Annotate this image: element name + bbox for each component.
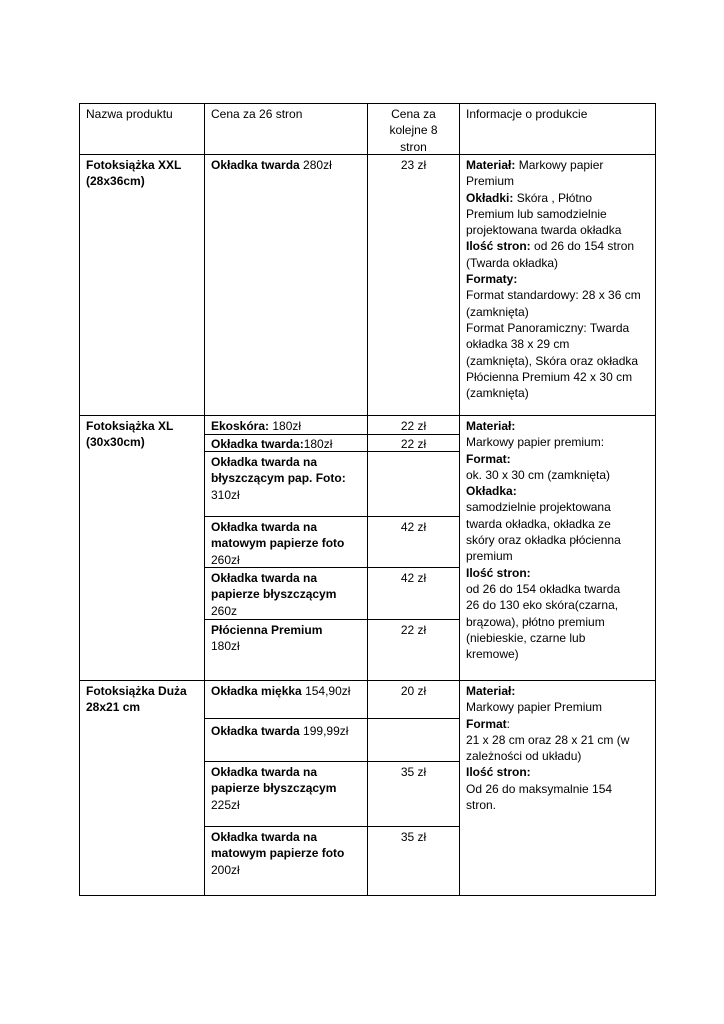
info-line-text: Płócienna Premium 42 x 30 cm bbox=[466, 369, 633, 384]
extra-xl-5: 22 zł bbox=[400, 623, 427, 637]
price-line-bold: papierze błyszczącym bbox=[211, 781, 337, 796]
extra-duza-3: 35 zł bbox=[400, 830, 427, 844]
info-line bbox=[466, 732, 629, 748]
info-line-text: (zamknięta), Skóra oraz okładka bbox=[466, 353, 639, 368]
info-line-bold: Ilość stron: bbox=[466, 565, 531, 580]
price-line-text: 180zł bbox=[303, 437, 333, 451]
price-line-bold: papierze błyszczącym bbox=[211, 587, 337, 602]
info-line bbox=[466, 271, 641, 287]
subrow-divider bbox=[204, 619, 459, 620]
extra-duza-0: 20 zł bbox=[400, 684, 427, 698]
info-line bbox=[466, 353, 641, 369]
price-line bbox=[211, 519, 344, 535]
info-line-text: Format Panoramiczny: Twarda bbox=[466, 320, 630, 335]
info-line-text: od 26 do 154 okładka twarda bbox=[466, 581, 621, 596]
price-xxl: Okładka twarda 280zł bbox=[211, 158, 332, 172]
info-line-bold: Formaty: bbox=[466, 272, 518, 287]
info-line-bold: Materiał: bbox=[466, 684, 516, 698]
info-line bbox=[466, 320, 641, 336]
info-line bbox=[466, 336, 641, 352]
info-line bbox=[466, 304, 641, 320]
info-line bbox=[466, 287, 641, 303]
price-line-bold: Okładka miękka bbox=[211, 684, 302, 698]
price-line-bold: Ekoskóra: bbox=[211, 419, 270, 433]
subrow-divider bbox=[204, 761, 459, 762]
row-divider bbox=[79, 680, 656, 681]
price-line-bold: Okładka twarda na bbox=[211, 830, 318, 844]
price-line-text: 199,99zł bbox=[299, 724, 349, 738]
table-border-left bbox=[79, 103, 80, 896]
info-line bbox=[466, 157, 641, 173]
info-line bbox=[466, 434, 621, 450]
price-line-text: 225zł bbox=[211, 797, 240, 812]
info-line bbox=[466, 699, 629, 715]
price-line-bold: matowym papierze foto bbox=[211, 846, 345, 861]
info-line-bold: Okładki: bbox=[466, 190, 514, 205]
header-price-26: Cena za 26 stron bbox=[211, 107, 303, 121]
price-line-bold: Płócienna Premium bbox=[211, 623, 323, 637]
price-line-bold: matowym papierze foto bbox=[211, 536, 345, 551]
info-line bbox=[466, 483, 621, 499]
info-duza bbox=[460, 683, 635, 813]
price-line-bold: Okładka twarda na bbox=[211, 571, 318, 585]
info-line-text: : bbox=[506, 716, 511, 731]
info-line-bold: Ilość stron: bbox=[466, 765, 531, 780]
info-line bbox=[466, 797, 629, 813]
info-xl bbox=[460, 418, 627, 662]
price-line bbox=[211, 586, 336, 602]
info-line bbox=[466, 385, 641, 401]
price-line bbox=[211, 470, 346, 486]
info-line-bold: Materiał: bbox=[466, 158, 516, 172]
price-line bbox=[211, 862, 344, 878]
price-line-bold: Okładka twarda na bbox=[211, 520, 318, 534]
info-line-bold: Format bbox=[466, 716, 507, 731]
info-line-text: stron. bbox=[466, 798, 497, 813]
price-line bbox=[211, 454, 346, 470]
price-xl-twarda-blyszczacy bbox=[205, 570, 342, 619]
info-line-text: Markowy papier bbox=[515, 158, 604, 172]
price-line-bold: błyszczącym pap. Foto: bbox=[211, 471, 346, 486]
info-line bbox=[466, 565, 621, 581]
info-line bbox=[466, 748, 629, 764]
header-product-info: Informacje o produkcie bbox=[466, 107, 588, 121]
price-line bbox=[211, 829, 344, 845]
price-xl-ekoskora bbox=[205, 418, 307, 434]
extra-xl-4: 42 zł bbox=[400, 571, 427, 585]
price-xl-twarda-mat bbox=[205, 519, 350, 568]
info-line-text: twarda okładka, okładka ze bbox=[466, 516, 611, 531]
price-line-bold: Okładka twarda: bbox=[211, 437, 304, 451]
info-line bbox=[466, 467, 621, 483]
info-line bbox=[466, 646, 621, 662]
info-line-text: samodzielnie projektowana bbox=[466, 500, 611, 515]
info-line-text: 26 do 130 eko skóra(czarna, bbox=[466, 598, 619, 613]
info-line-text: Format standardowy: 28 x 36 cm bbox=[466, 288, 641, 303]
info-line bbox=[466, 548, 621, 564]
price-line bbox=[211, 723, 348, 739]
info-line bbox=[466, 255, 641, 271]
info-line-text: od 26 do 154 stron bbox=[530, 239, 635, 254]
info-line-bold: Okładka: bbox=[466, 484, 517, 499]
info-line-text: kremowe) bbox=[466, 647, 519, 662]
price-line bbox=[211, 418, 301, 434]
extra-xl-3: 42 zł bbox=[400, 520, 427, 534]
price-line bbox=[211, 764, 336, 780]
product-name-xxl: Fotoksiążka XXL (28x36cm) bbox=[86, 158, 182, 189]
price-xl-twarda-blysk bbox=[205, 454, 352, 503]
extra-duza-2: 35 zł bbox=[400, 765, 427, 779]
price-line-text: 180zł bbox=[269, 419, 302, 433]
price-line bbox=[211, 622, 322, 638]
price-line bbox=[211, 436, 332, 452]
price-duza-twarda bbox=[205, 723, 354, 739]
price-line bbox=[211, 780, 336, 796]
extra-price-xxl: 23 zł bbox=[400, 158, 427, 172]
info-line-text: 21 x 28 cm oraz 28 x 21 cm (w bbox=[466, 732, 630, 747]
price-line-text: 154,90zł bbox=[301, 684, 351, 698]
info-line bbox=[466, 418, 621, 434]
info-line bbox=[466, 764, 629, 780]
price-duza-miekka bbox=[205, 683, 356, 699]
info-line-text: Premium bbox=[466, 174, 515, 189]
price-line-bold: Okładka twarda na bbox=[211, 455, 318, 469]
product-name-duza: Fotoksiążka Duża 28x21 cm bbox=[86, 684, 187, 715]
info-line bbox=[466, 222, 641, 238]
info-line bbox=[466, 630, 621, 646]
info-line-text: (zamknięta) bbox=[466, 386, 529, 401]
header-product-name: Nazwa produktu bbox=[86, 107, 173, 121]
info-line bbox=[466, 173, 641, 189]
info-xxl bbox=[460, 157, 647, 401]
info-line bbox=[466, 369, 641, 385]
table-border-top bbox=[79, 103, 656, 104]
info-line-text: Od 26 do maksymalnie 154 bbox=[466, 781, 613, 796]
info-line bbox=[466, 190, 641, 206]
price-duza-mat bbox=[205, 829, 350, 878]
price-line bbox=[211, 638, 322, 654]
info-line-text: (zamknięta) bbox=[466, 304, 529, 319]
subrow-divider bbox=[204, 516, 459, 517]
price-line bbox=[211, 535, 344, 551]
info-line-text: brązowa), płótno premium bbox=[466, 614, 605, 629]
product-name-xl: Fotoksiążka XL (30x30cm) bbox=[86, 419, 174, 450]
info-line bbox=[466, 206, 641, 222]
price-line-bold: Okładka twarda bbox=[211, 724, 300, 738]
price-line bbox=[211, 552, 344, 568]
info-line-bold: Materiał: bbox=[466, 419, 516, 433]
info-line-text: okładka 38 x 29 cm bbox=[466, 337, 570, 352]
info-line-text: skóry oraz okładka płócienna bbox=[466, 533, 621, 548]
info-line bbox=[466, 581, 621, 597]
subrow-divider bbox=[204, 826, 459, 827]
price-line bbox=[211, 570, 336, 586]
info-line bbox=[466, 614, 621, 630]
info-line-text: ok. 30 x 30 cm (zamknięta) bbox=[466, 467, 611, 482]
price-line-text: 200zł bbox=[211, 862, 240, 877]
info-line-text: projektowana twarda okładka bbox=[466, 223, 622, 238]
info-line-text: premium bbox=[466, 549, 513, 564]
extra-xl-1: 22 zł bbox=[400, 437, 427, 451]
info-line bbox=[466, 781, 629, 797]
table-border-right bbox=[655, 103, 656, 896]
extra-xl-0: 22 zł bbox=[400, 419, 427, 433]
info-line-text: zależności od układu) bbox=[466, 749, 582, 764]
info-line bbox=[466, 516, 621, 532]
info-line-text: Markowy papier premium: bbox=[466, 435, 605, 450]
price-line bbox=[211, 845, 344, 861]
table-border-bottom bbox=[79, 895, 656, 896]
info-line-text: (niebieskie, czarne lub bbox=[466, 630, 586, 645]
row-divider bbox=[79, 415, 656, 416]
info-line-text: Skóra , Płótno bbox=[513, 190, 593, 205]
price-line bbox=[211, 603, 336, 619]
price-xl-plocienna bbox=[205, 622, 328, 655]
info-line bbox=[466, 597, 621, 613]
price-line-text: 180zł bbox=[211, 639, 240, 654]
price-line bbox=[211, 683, 350, 699]
info-line-text: Premium lub samodzielnie bbox=[466, 206, 607, 221]
price-line-bold: Okładka twarda na bbox=[211, 765, 318, 779]
price-line bbox=[211, 487, 346, 503]
price-duza-blyszczacy bbox=[205, 764, 342, 813]
price-line-text: 260z bbox=[211, 603, 238, 618]
price-line-text: 260zł bbox=[211, 552, 240, 567]
price-line bbox=[211, 797, 336, 813]
price-xl-twarda bbox=[205, 436, 338, 452]
header-price-extra: Cena za kolejne 8 stron bbox=[389, 107, 438, 154]
price-line-text: 310zł bbox=[211, 487, 240, 502]
subrow-divider bbox=[204, 718, 459, 719]
info-line bbox=[466, 716, 629, 732]
info-line bbox=[466, 532, 621, 548]
info-line bbox=[466, 499, 621, 515]
info-line bbox=[466, 451, 621, 467]
info-line bbox=[466, 238, 641, 254]
info-line-bold: Ilość stron: bbox=[466, 239, 531, 254]
info-line bbox=[466, 683, 629, 699]
info-line-text: Markowy papier Premium bbox=[466, 700, 603, 715]
info-line-bold: Format: bbox=[466, 451, 511, 466]
info-line-text: (Twarda okładka) bbox=[466, 255, 559, 270]
